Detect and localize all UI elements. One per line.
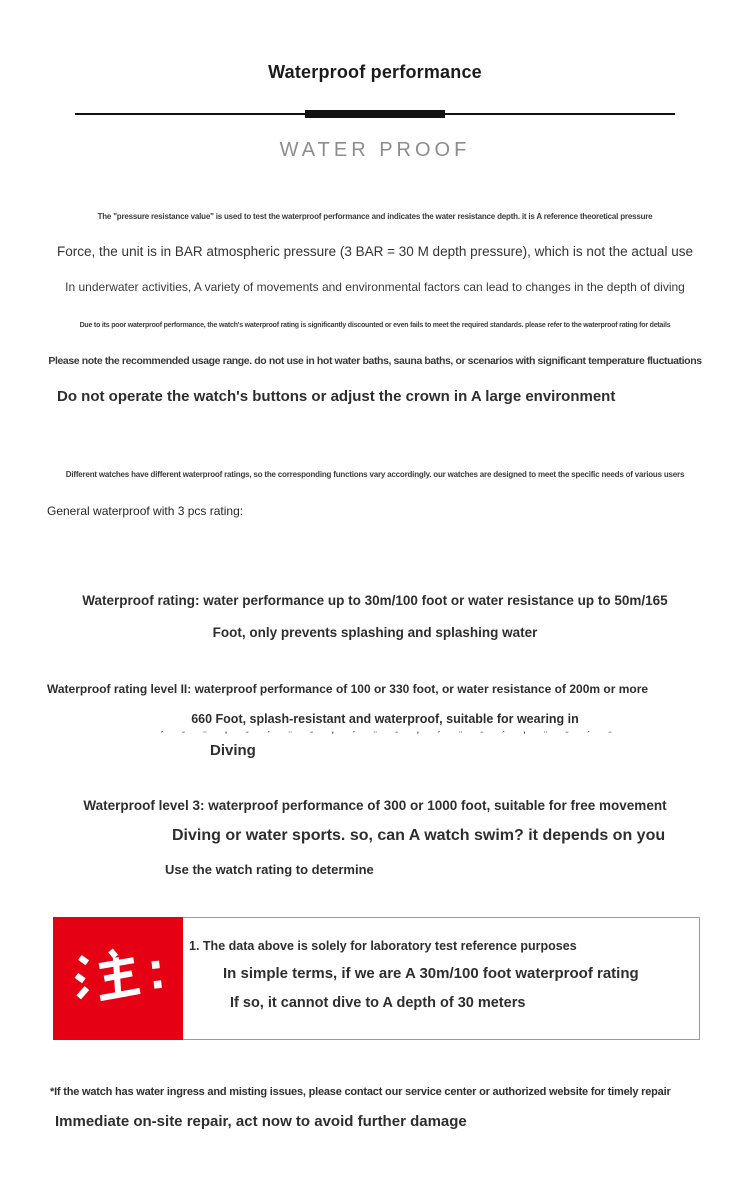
note-item-number: 1.	[189, 938, 200, 953]
intro-bar-pressure-text: Force, the unit is in BAR atmospheric pressure (3 BAR = 30 M depth pressure), which is not the actual use	[57, 243, 693, 259]
rating-level3-line3: Use the watch rating to determine	[165, 861, 374, 877]
note-line-2: In simple terms, if we are A 30m/100 foot waterproof rating	[223, 965, 639, 983]
page-title: Waterproof performance	[268, 62, 482, 82]
rating-level3-line2: Diving or water sports. so, can A watch swim? it depends on you	[172, 826, 666, 844]
rating-level2-line3: Diving	[210, 741, 256, 759]
intro-general-rating-text: General waterproof with 3 pcs rating:	[47, 503, 244, 518]
intro-poor-performance-text: Due to its poor waterproof performance, the watch's waterproof rating is significantly discounted or even fails to meet the required standards. please refer to the waterproof rating for details	[79, 322, 671, 330]
footer-repair-text: Immediate on-site repair, act now to avoid further damage	[55, 1113, 467, 1131]
rating-level1-line2: Foot, only prevents splashing and splashing water	[212, 625, 538, 641]
note-line-1	[183, 939, 699, 953]
page-subtitle: WATER PROOF	[279, 138, 471, 161]
clipped-text-fragments: ´ ˉ ¨ ' ˉ ´ ¨ ˉ ' ´ ¨ ˉ ' ´ ¨ ˉ ´ ' ¨ ˉ ´ ˉ	[160, 729, 620, 737]
intro-underwater-text: In underwater activities, A variety of movements and environmental factors can lead to changes in the depth of diving	[65, 280, 685, 295]
rating-level2-line1: Waterproof rating level II: waterproof performance of 100 or 330 foot, or water resistance of 200m or more	[47, 681, 649, 696]
note-red-label-block	[53, 917, 183, 1040]
rating-level2-line2: 660 Foot, splash-resistant and waterproof, suitable for wearing in	[191, 712, 579, 727]
note-line-3: If so, it cannot dive to A depth of 30 meters	[230, 995, 526, 1012]
divider-thick-segment	[305, 110, 445, 118]
note-box	[53, 917, 700, 1040]
intro-different-watches-text: Different watches have different waterproof ratings, so the corresponding functions vary accordingly. our watches are designed to meet the specific needs of various users	[65, 469, 685, 479]
note-line-1-text: The data above is solely for laboratory test reference purposes	[202, 938, 577, 953]
intro-do-not-operate-text: Do not operate the watch's buttons or adjust the crown in A large environment	[57, 388, 616, 406]
footer-service-text: *If the watch has water ingress and misting issues, please contact our service center or authorized website for timely repair	[50, 1085, 671, 1098]
rating-level1-line1: Waterproof rating: water performance up to 30m/100 foot or water resistance up to 50m/165	[82, 592, 668, 608]
note-cjk-label-icon	[67, 943, 169, 1013]
intro-pressure-value-text: The "pressure resistance value" is used to test the waterproof performance and indicates the water resistance depth. it is A reference theoretical pressure	[97, 211, 653, 221]
intro-usage-range-text: Please note the recommended usage range. do not use in hot water baths, sauna baths, or scenarios with significant temperature fluctuations	[48, 355, 702, 368]
rating-level3-line1: Waterproof level 3: waterproof performance of 300 or 1000 foot, suitable for free movement	[83, 797, 667, 813]
title-underline-divider	[75, 110, 675, 119]
note-body	[183, 918, 699, 1039]
